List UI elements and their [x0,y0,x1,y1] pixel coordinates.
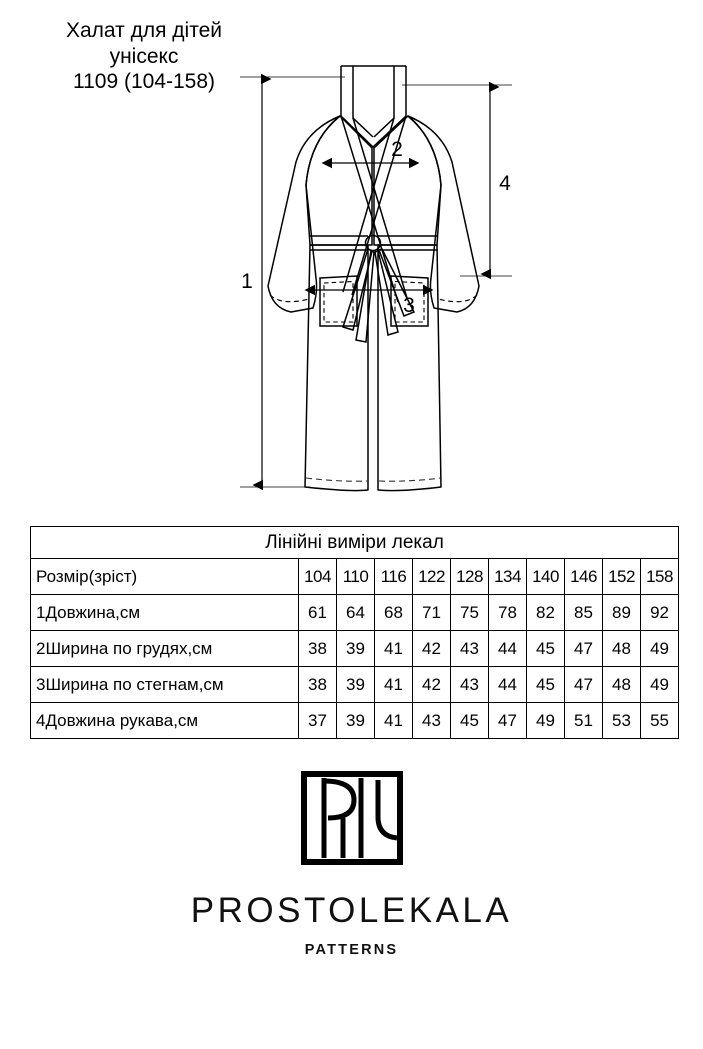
dimension-line-2 [331,138,410,163]
size-header-label: Розмір(зріст) [31,559,299,595]
hem-stitch-line [306,478,440,481]
cell-length-104: 61 [299,595,337,631]
cell-hip-110: 39 [337,667,375,703]
size-col-152: 152 [603,559,641,595]
cell-length-110: 64 [337,595,375,631]
cell-hip-122: 42 [413,667,451,703]
cell-sleeve-146: 51 [565,703,603,739]
cell-chest-158: 49 [641,631,679,667]
cell-sleeve-152: 53 [603,703,641,739]
dimension-label-2: 2 [391,138,403,161]
cell-hip-158: 49 [641,667,679,703]
title-line-1: Халат для дітей [65,19,223,42]
size-col-140: 140 [527,559,565,595]
dimension-label-4: 4 [499,172,511,195]
row-label-sleeve-length: 4Довжина рукава,см [31,703,299,739]
row-label-length: 1Довжина,см [31,595,299,631]
size-col-128: 128 [451,559,489,595]
pl-monogram-icon [300,770,404,866]
dimension-label-1: 1 [241,270,253,293]
table-header-row [31,559,679,595]
cell-hip-152: 48 [603,667,641,703]
brand-logo-block [0,770,703,958]
size-col-158: 158 [641,559,679,595]
cell-chest-128: 43 [451,631,489,667]
table-row [31,703,679,739]
cell-length-140: 82 [527,595,565,631]
cell-chest-152: 48 [603,631,641,667]
cell-length-146: 85 [565,595,603,631]
cell-sleeve-104: 37 [299,703,337,739]
size-col-116: 116 [375,559,413,595]
cell-hip-140: 45 [527,667,565,703]
cell-hip-116: 41 [375,667,413,703]
cell-length-134: 78 [489,595,527,631]
brand-name: PROSTOLEKALA [190,891,513,930]
table-title-row [31,527,679,559]
cell-chest-110: 39 [337,631,375,667]
table-title: Лінійні виміри лекал [31,527,679,559]
title-line-2: унісекс [109,44,179,68]
size-col-122: 122 [413,559,451,595]
dimension-label-3: 3 [403,294,415,317]
bathrobe-flat-sketch [0,40,703,520]
brand-tagline: PATTERNS [304,942,399,958]
title-line-3: 1109 (104-158) [72,70,216,94]
measurement-table [30,526,679,739]
size-col-134: 134 [489,559,527,595]
cell-length-152: 89 [603,595,641,631]
kimono-collar [341,66,407,302]
cell-chest-116: 41 [375,631,413,667]
cell-hip-104: 38 [299,667,337,703]
technical-drawing [0,40,703,520]
cell-length-128: 75 [451,595,489,631]
cell-chest-104: 38 [299,631,337,667]
row-label-hip-width: 3Ширина по стегнам,см [31,667,299,703]
cell-sleeve-110: 39 [337,703,375,739]
cell-length-122: 71 [413,595,451,631]
cell-sleeve-116: 41 [375,703,413,739]
cell-sleeve-122: 43 [413,703,451,739]
table-row [31,631,679,667]
size-col-146: 146 [565,559,603,595]
table-row [31,667,679,703]
robe-body-outline [305,116,441,491]
cell-length-116: 68 [375,595,413,631]
cell-length-158: 92 [641,595,679,631]
cell-chest-146: 47 [565,631,603,667]
cell-sleeve-140: 49 [527,703,565,739]
row-label-chest-width: 2Ширина по грудях,см [31,631,299,667]
cell-chest-134: 44 [489,631,527,667]
cell-sleeve-158: 55 [641,703,679,739]
cell-hip-134: 44 [489,667,527,703]
cell-chest-122: 42 [413,631,451,667]
table-row [31,595,679,631]
cell-hip-128: 43 [451,667,489,703]
size-col-110: 110 [337,559,375,595]
sleeve-left [268,116,340,312]
cell-sleeve-134: 47 [489,703,527,739]
size-col-104: 104 [299,559,337,595]
cell-sleeve-128: 45 [451,703,489,739]
dimension-line-1 [240,77,345,487]
dimension-line-4 [402,85,512,276]
cell-chest-140: 45 [527,631,565,667]
cell-hip-146: 47 [565,667,603,703]
